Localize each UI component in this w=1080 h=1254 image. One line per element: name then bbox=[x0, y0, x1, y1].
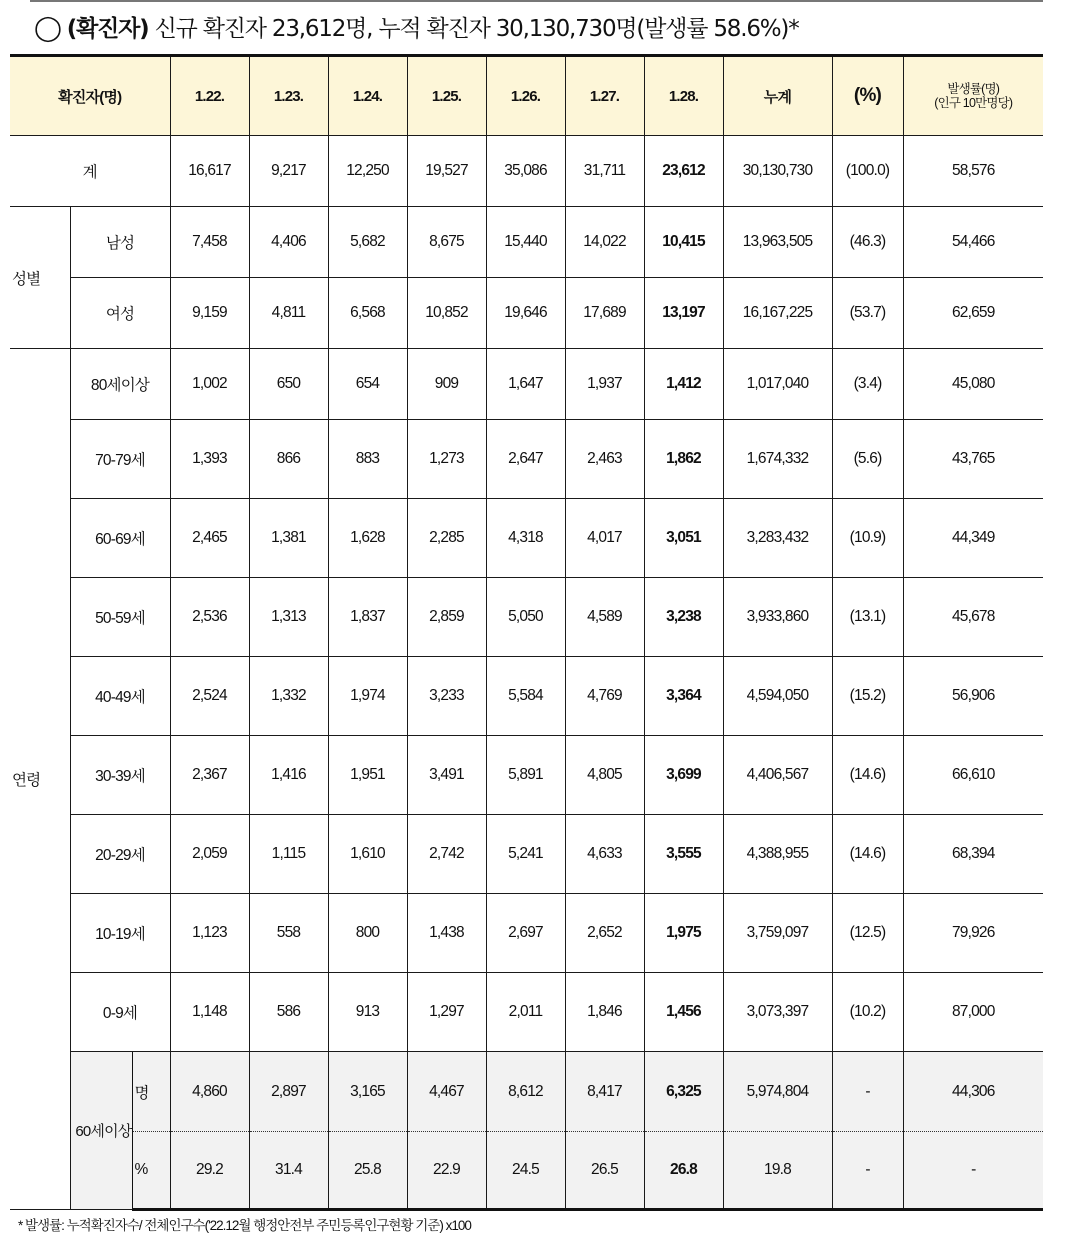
value-cell: 29.2 bbox=[170, 1132, 249, 1210]
header-rate-line1: 발생률(명) bbox=[947, 82, 1000, 96]
value-cell: 25.8 bbox=[328, 1132, 407, 1210]
total-row bbox=[10, 136, 1043, 207]
value-cell: 2,697 bbox=[486, 894, 565, 973]
value-cell: 4,406,567 bbox=[723, 736, 832, 815]
row-label: 60-69세 bbox=[70, 499, 170, 578]
value-cell: 44,349 bbox=[903, 499, 1043, 578]
value-cell: 654 bbox=[328, 349, 407, 420]
header-date: 1.28. bbox=[644, 56, 723, 136]
value-cell: 2,897 bbox=[249, 1052, 328, 1132]
value-cell: 1,148 bbox=[170, 973, 249, 1052]
value-cell: 3,233 bbox=[407, 657, 486, 736]
value-cell: 45,678 bbox=[903, 578, 1043, 657]
value-cell: 79,926 bbox=[903, 894, 1043, 973]
value-cell: 4,467 bbox=[407, 1052, 486, 1132]
value-cell: 4,388,955 bbox=[723, 815, 832, 894]
header-date: 1.22. bbox=[170, 56, 249, 136]
value-cell: 883 bbox=[328, 420, 407, 499]
value-cell: 9,217 bbox=[249, 136, 328, 207]
value-cell: 3,759,097 bbox=[723, 894, 832, 973]
value-cell: 22.9 bbox=[407, 1132, 486, 1210]
value-cell: 13,963,505 bbox=[723, 207, 832, 278]
value-cell: 1,951 bbox=[328, 736, 407, 815]
value-cell: 8,417 bbox=[565, 1052, 644, 1132]
value-cell-latest: 1,862 bbox=[644, 420, 723, 499]
value-cell: 14,022 bbox=[565, 207, 644, 278]
value-cell: 1,273 bbox=[407, 420, 486, 499]
value-cell: 3,491 bbox=[407, 736, 486, 815]
value-cell: 2,059 bbox=[170, 815, 249, 894]
circle-bullet-icon: ◯ bbox=[34, 13, 61, 42]
value-cell: 2,011 bbox=[486, 973, 565, 1052]
value-cell: 1,674,332 bbox=[723, 420, 832, 499]
row-label: 40-49세 bbox=[70, 657, 170, 736]
group-label-sex: 성별 bbox=[10, 207, 70, 349]
value-cell: 913 bbox=[328, 973, 407, 1052]
over60-percent-row bbox=[10, 1132, 1043, 1210]
header-date: 1.27. bbox=[565, 56, 644, 136]
value-cell: 58,576 bbox=[903, 136, 1043, 207]
value-cell-latest: 23,612 bbox=[644, 136, 723, 207]
value-cell: 44,306 bbox=[903, 1052, 1043, 1132]
header-label: 확진자(명) bbox=[10, 56, 170, 136]
group-label-age: 연령 bbox=[10, 349, 70, 1210]
header-date: 1.23. bbox=[249, 56, 328, 136]
title-bold-part: (확진자) bbox=[66, 16, 149, 42]
value-cell: - bbox=[832, 1052, 903, 1132]
value-cell: 558 bbox=[249, 894, 328, 973]
value-cell-latest: 3,699 bbox=[644, 736, 723, 815]
value-cell: 650 bbox=[249, 349, 328, 420]
value-cell: 1,017,040 bbox=[723, 349, 832, 420]
value-cell: 4,805 bbox=[565, 736, 644, 815]
value-cell: - bbox=[903, 1132, 1043, 1210]
over60-count-row bbox=[10, 1052, 1043, 1132]
value-cell: (53.7) bbox=[832, 278, 903, 349]
value-cell: 5,974,804 bbox=[723, 1052, 832, 1132]
row-label-total: 계 bbox=[10, 136, 170, 207]
over60-unit-count: 명 bbox=[132, 1052, 170, 1132]
value-cell: (46.3) bbox=[832, 207, 903, 278]
value-cell: 54,466 bbox=[903, 207, 1043, 278]
value-cell: 87,000 bbox=[903, 973, 1043, 1052]
value-cell: 10,852 bbox=[407, 278, 486, 349]
page-title bbox=[34, 8, 799, 48]
value-cell: - bbox=[832, 1132, 903, 1210]
value-cell: 4,406 bbox=[249, 207, 328, 278]
row-label: 여성 bbox=[70, 278, 170, 349]
age-row bbox=[10, 894, 1043, 973]
value-cell-latest: 1,412 bbox=[644, 349, 723, 420]
age-row bbox=[10, 499, 1043, 578]
value-cell: 800 bbox=[328, 894, 407, 973]
value-cell: (13.1) bbox=[832, 578, 903, 657]
value-cell: 1,628 bbox=[328, 499, 407, 578]
value-cell: 8,612 bbox=[486, 1052, 565, 1132]
value-cell: 5,891 bbox=[486, 736, 565, 815]
value-cell: 4,860 bbox=[170, 1052, 249, 1132]
value-cell: 4,633 bbox=[565, 815, 644, 894]
age-row bbox=[10, 420, 1043, 499]
value-cell: 4,594,050 bbox=[723, 657, 832, 736]
value-cell: 4,318 bbox=[486, 499, 565, 578]
value-cell: 9,159 bbox=[170, 278, 249, 349]
value-cell: 2,647 bbox=[486, 420, 565, 499]
value-cell: 5,584 bbox=[486, 657, 565, 736]
value-cell-latest: 10,415 bbox=[644, 207, 723, 278]
value-cell: 4,017 bbox=[565, 499, 644, 578]
row-label: 80세이상 bbox=[70, 349, 170, 420]
age-row bbox=[10, 815, 1043, 894]
value-cell: 4,589 bbox=[565, 578, 644, 657]
header-percent: (%) bbox=[832, 56, 903, 136]
value-cell: 62,659 bbox=[903, 278, 1043, 349]
row-label: 남성 bbox=[70, 207, 170, 278]
sex-row bbox=[10, 207, 1043, 278]
value-cell: 4,769 bbox=[565, 657, 644, 736]
table-header-row bbox=[10, 56, 1043, 136]
value-cell: (12.5) bbox=[832, 894, 903, 973]
value-cell: 2,652 bbox=[565, 894, 644, 973]
value-cell: 1,647 bbox=[486, 349, 565, 420]
value-cell-latest: 26.8 bbox=[644, 1132, 723, 1210]
value-cell: 15,440 bbox=[486, 207, 565, 278]
value-cell: 19,646 bbox=[486, 278, 565, 349]
value-cell: 3,073,397 bbox=[723, 973, 832, 1052]
value-cell: 2,367 bbox=[170, 736, 249, 815]
value-cell: 1,332 bbox=[249, 657, 328, 736]
value-cell: (10.9) bbox=[832, 499, 903, 578]
value-cell: 7,458 bbox=[170, 207, 249, 278]
value-cell: (5.6) bbox=[832, 420, 903, 499]
value-cell: 2,524 bbox=[170, 657, 249, 736]
value-cell: 586 bbox=[249, 973, 328, 1052]
value-cell: 12,250 bbox=[328, 136, 407, 207]
value-cell: 1,115 bbox=[249, 815, 328, 894]
value-cell: 1,974 bbox=[328, 657, 407, 736]
value-cell: 1,416 bbox=[249, 736, 328, 815]
top-rule bbox=[30, 0, 1043, 2]
value-cell: 1,381 bbox=[249, 499, 328, 578]
value-cell-latest: 1,975 bbox=[644, 894, 723, 973]
value-cell: 1,438 bbox=[407, 894, 486, 973]
header-date: 1.26. bbox=[486, 56, 565, 136]
value-cell: (10.2) bbox=[832, 973, 903, 1052]
value-cell: 31,711 bbox=[565, 136, 644, 207]
header-total: 누계 bbox=[723, 56, 832, 136]
value-cell: 1,002 bbox=[170, 349, 249, 420]
value-cell: 5,050 bbox=[486, 578, 565, 657]
value-cell: 2,742 bbox=[407, 815, 486, 894]
value-cell: 1,393 bbox=[170, 420, 249, 499]
row-label: 10-19세 bbox=[70, 894, 170, 973]
row-label: 30-39세 bbox=[70, 736, 170, 815]
value-cell: 909 bbox=[407, 349, 486, 420]
header-rate bbox=[903, 56, 1043, 136]
header-rate-line2: (인구 10만명당) bbox=[934, 96, 1013, 110]
value-cell: 1,610 bbox=[328, 815, 407, 894]
value-cell: 3,933,860 bbox=[723, 578, 832, 657]
value-cell: 1,846 bbox=[565, 973, 644, 1052]
value-cell: 3,283,432 bbox=[723, 499, 832, 578]
value-cell: 3,165 bbox=[328, 1052, 407, 1132]
over60-label: 60세이상 bbox=[70, 1052, 132, 1210]
header-date: 1.25. bbox=[407, 56, 486, 136]
row-label: 70-79세 bbox=[70, 420, 170, 499]
value-cell-latest: 13,197 bbox=[644, 278, 723, 349]
value-cell: 4,811 bbox=[249, 278, 328, 349]
value-cell: 1,837 bbox=[328, 578, 407, 657]
value-cell: 2,285 bbox=[407, 499, 486, 578]
value-cell-latest: 3,238 bbox=[644, 578, 723, 657]
value-cell: 1,937 bbox=[565, 349, 644, 420]
value-cell-latest: 3,364 bbox=[644, 657, 723, 736]
age-row bbox=[10, 657, 1043, 736]
value-cell: 1,123 bbox=[170, 894, 249, 973]
value-cell: 66,610 bbox=[903, 736, 1043, 815]
value-cell: 35,086 bbox=[486, 136, 565, 207]
value-cell: 8,675 bbox=[407, 207, 486, 278]
value-cell-latest: 1,456 bbox=[644, 973, 723, 1052]
value-cell: 19,527 bbox=[407, 136, 486, 207]
value-cell-latest: 3,051 bbox=[644, 499, 723, 578]
age-row bbox=[10, 349, 1043, 420]
value-cell: 5,682 bbox=[328, 207, 407, 278]
value-cell: 43,765 bbox=[903, 420, 1043, 499]
value-cell: 17,689 bbox=[565, 278, 644, 349]
value-cell: 16,167,225 bbox=[723, 278, 832, 349]
title-rest: 신규 확진자 23,612명, 누적 확진자 30,130,730명(발생률 58.6%)* bbox=[148, 16, 799, 42]
value-cell-latest: 3,555 bbox=[644, 815, 723, 894]
row-label: 50-59세 bbox=[70, 578, 170, 657]
value-cell: 2,463 bbox=[565, 420, 644, 499]
value-cell-latest: 6,325 bbox=[644, 1052, 723, 1132]
value-cell: 866 bbox=[249, 420, 328, 499]
age-row bbox=[10, 973, 1043, 1052]
footnote: * 발생률: 누적확진자수/ 전체인구수('22.12월 행정안전부 주민등록인구현황 기준) x100 bbox=[18, 1218, 471, 1233]
value-cell: (3.4) bbox=[832, 349, 903, 420]
value-cell: 30,130,730 bbox=[723, 136, 832, 207]
value-cell: (14.6) bbox=[832, 815, 903, 894]
value-cell: 2,465 bbox=[170, 499, 249, 578]
value-cell: 19.8 bbox=[723, 1132, 832, 1210]
value-cell: 5,241 bbox=[486, 815, 565, 894]
value-cell: (100.0) bbox=[832, 136, 903, 207]
row-label: 20-29세 bbox=[70, 815, 170, 894]
over60-unit-percent: % bbox=[132, 1132, 170, 1210]
value-cell: 31.4 bbox=[249, 1132, 328, 1210]
value-cell: 68,394 bbox=[903, 815, 1043, 894]
age-row bbox=[10, 736, 1043, 815]
value-cell: 1,313 bbox=[249, 578, 328, 657]
value-cell: (15.2) bbox=[832, 657, 903, 736]
value-cell: 6,568 bbox=[328, 278, 407, 349]
value-cell: (14.6) bbox=[832, 736, 903, 815]
value-cell: 16,617 bbox=[170, 136, 249, 207]
age-row bbox=[10, 578, 1043, 657]
value-cell: 24.5 bbox=[486, 1132, 565, 1210]
sex-row bbox=[10, 278, 1043, 349]
value-cell: 45,080 bbox=[903, 349, 1043, 420]
header-date: 1.24. bbox=[328, 56, 407, 136]
row-label: 0-9세 bbox=[70, 973, 170, 1052]
cases-table bbox=[10, 54, 1043, 1211]
value-cell: 2,536 bbox=[170, 578, 249, 657]
value-cell: 56,906 bbox=[903, 657, 1043, 736]
value-cell: 26.5 bbox=[565, 1132, 644, 1210]
value-cell: 1,297 bbox=[407, 973, 486, 1052]
value-cell: 2,859 bbox=[407, 578, 486, 657]
